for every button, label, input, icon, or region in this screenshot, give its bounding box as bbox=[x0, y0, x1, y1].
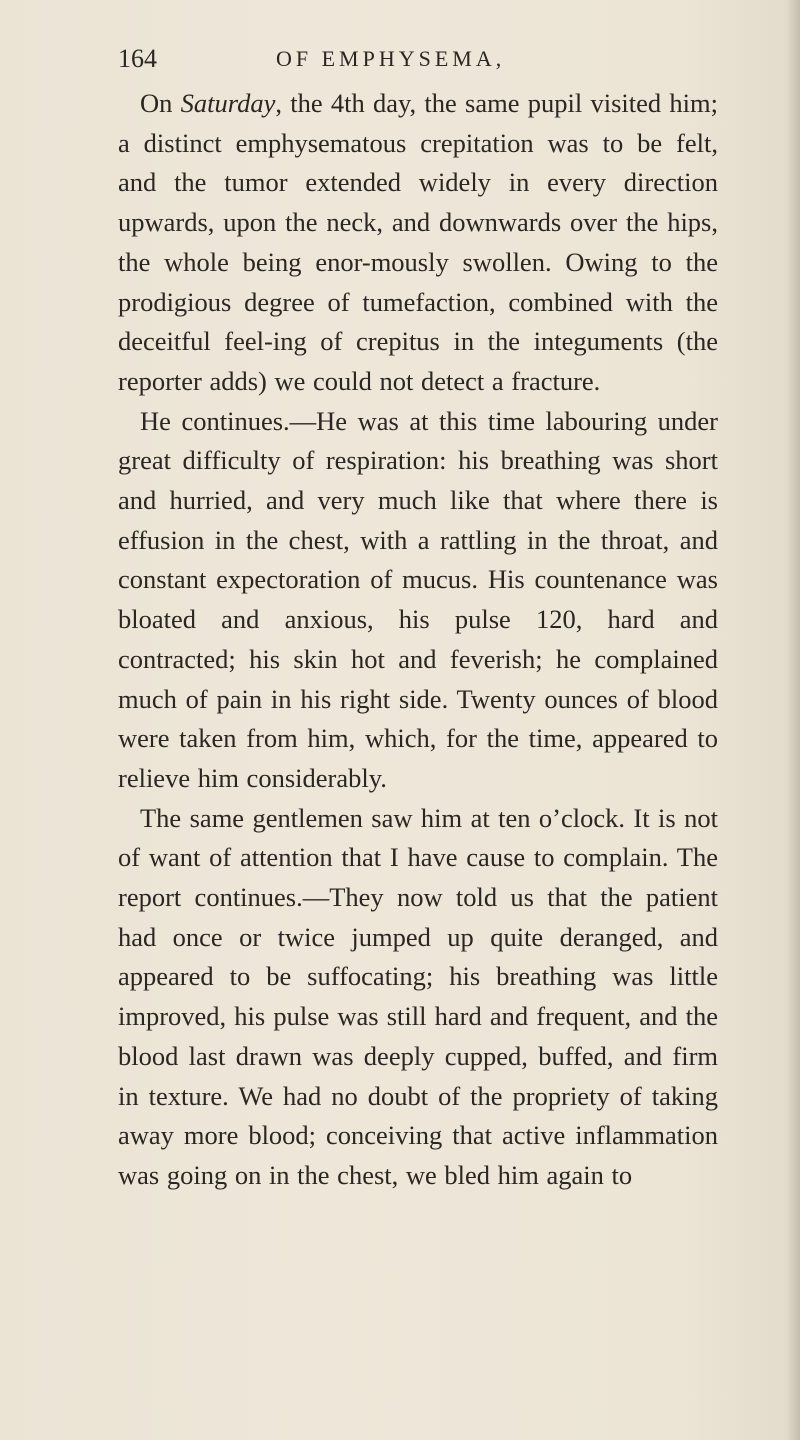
running-head bbox=[118, 44, 740, 84]
italic-word: Saturday bbox=[180, 88, 276, 118]
body-text bbox=[118, 84, 718, 1196]
paragraph-1-text: , the 4th day, the same pupil visited him; a distinct emphysematous crepitation was to be felt, and the tumor extended widely in every direction upwards, upon the neck, and downwards over the hips, the whole being enor-mously swollen. Owing to the prodigious degree of tumefaction, combined with the deceitful feel-ing of crepitus in the integuments (the reporter adds) we could not detect a fracture. bbox=[118, 88, 719, 396]
paragraph-3: The same gentlemen saw him at ten o’clock. It is not of want of attention that I have cause to complain. The report continues.—They now told us that the patient had once or twice jumped up quite deranged, and appeared to be suffocating; his breathing was little improved, his pulse was still hard and frequent, and the blood last drawn was deeply cupped, buffed, and firm in texture. We had no doubt of the propriety of taking away more blood; conceiving that active inflammation was going on in the chest, we bled him again to bbox=[118, 802, 718, 1190]
paragraph-1-lead: On bbox=[140, 88, 181, 118]
page-number: 164 bbox=[118, 44, 157, 73]
page-edge-shadow bbox=[786, 0, 800, 1440]
paragraph-2: He continues.—He was at this time labouring under great difficulty of respiration: his breathing was short and hurried, and very much like that where there is effusion in the chest, with a rattling in the throat, and constant expectoration of mucus. His countenance was bloated and anxious, his pulse 120, hard and contracted; his skin hot and feverish; he complained much of pain in his right side. Twenty ounces of blood were taken from him, which, for the time, appeared to relieve him considerably. bbox=[118, 405, 718, 793]
running-title: OF EMPHYSEMA, bbox=[276, 46, 506, 71]
paragraph-1 bbox=[118, 84, 718, 402]
